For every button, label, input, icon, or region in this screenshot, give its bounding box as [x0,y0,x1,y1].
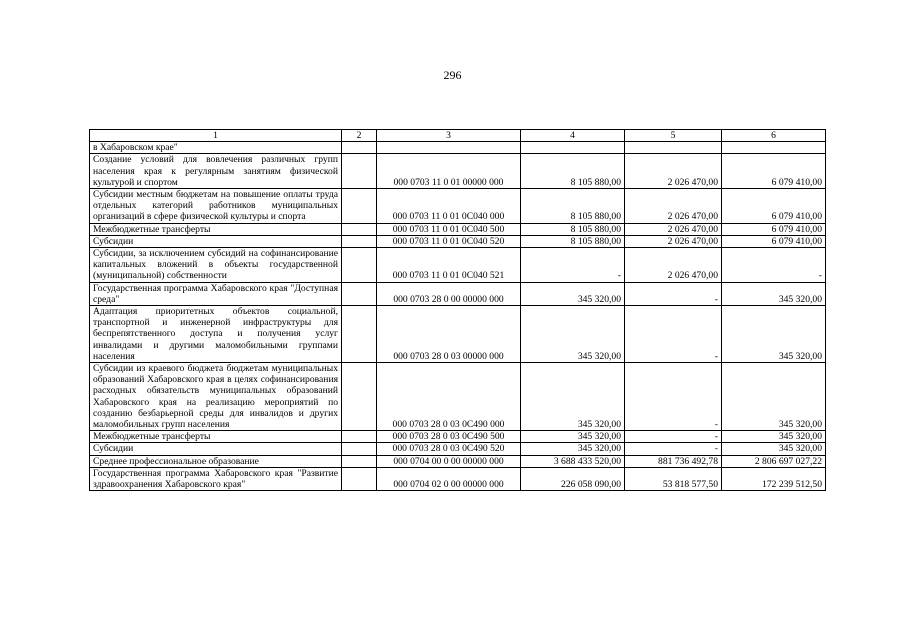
row-col2-cell [342,363,377,431]
row-value-4-cell: 8 105 880,00 [521,154,625,189]
row-value-4-cell: 8 105 880,00 [521,235,625,247]
row-name-cell: в Хабаровском крае" [90,142,342,154]
row-value-4-cell: 345 320,00 [521,443,625,455]
table-row [90,282,826,305]
table-row [90,306,826,363]
row-value-5-cell: 2 026 470,00 [625,223,722,235]
row-value-4-cell: 345 320,00 [521,282,625,305]
row-value-6-cell: 345 320,00 [722,282,826,305]
row-name-cell: Субсидии [90,235,342,247]
row-col2-cell [342,235,377,247]
row-col2-cell [342,467,377,490]
header-row [90,130,826,142]
budget-table [89,129,826,491]
row-value-6-cell: 345 320,00 [722,306,826,363]
row-col2-cell [342,443,377,455]
row-value-5-cell [625,142,722,154]
row-code-cell: 000 0703 28 0 03 0С490 500 [377,431,521,443]
table-row [90,443,826,455]
row-code-cell: 000 0703 28 0 03 00000 000 [377,306,521,363]
row-value-5-cell: 2 026 470,00 [625,154,722,189]
row-value-5-cell: - [625,282,722,305]
row-code-cell: 000 0703 28 0 00 00000 000 [377,282,521,305]
row-name-cell: Государственная программа Хабаровского края "Развитие здравоохранения Хабаровского края" [90,467,342,490]
page-number: 296 [443,68,462,82]
table-row [90,248,826,283]
row-name-cell: Создание условий для вовлечения различных групп населения края к регулярным занятиям физической культурой и спортом [90,154,342,189]
row-value-5-cell: - [625,363,722,431]
column-header: 5 [625,130,722,142]
row-name-cell: Межбюджетные трансферты [90,431,342,443]
row-value-6-cell: - [722,248,826,283]
column-header: 4 [521,130,625,142]
column-header: 1 [90,130,342,142]
row-code-cell: 000 0703 11 0 01 0С040 000 [377,189,521,224]
row-value-5-cell: 881 736 492,78 [625,455,722,467]
column-header: 6 [722,130,826,142]
row-value-6-cell: 6 079 410,00 [722,189,826,224]
row-code-cell: 000 0703 11 0 01 0С040 500 [377,223,521,235]
row-code-cell: 000 0704 02 0 00 00000 000 [377,467,521,490]
row-col2-cell [342,248,377,283]
row-value-5-cell: - [625,431,722,443]
table-row [90,467,826,490]
row-value-6-cell: 172 239 512,50 [722,467,826,490]
row-col2-cell [342,142,377,154]
row-value-6-cell: 345 320,00 [722,431,826,443]
row-name-cell: Среднее профессиональное образование [90,455,342,467]
row-value-4-cell: 8 105 880,00 [521,189,625,224]
row-value-6-cell: 6 079 410,00 [722,223,826,235]
row-value-6-cell [722,142,826,154]
row-col2-cell [342,154,377,189]
table-row [90,363,826,431]
row-value-6-cell: 6 079 410,00 [722,235,826,247]
row-name-cell: Государственная программа Хабаровского края "Доступная среда" [90,282,342,305]
row-value-4-cell [521,142,625,154]
row-col2-cell [342,189,377,224]
row-value-4-cell: 3 688 433 520,00 [521,455,625,467]
row-name-cell: Адаптация приоритетных объектов социальной, транспортной и инженерной инфраструктуры для беспрепятственного доступа и получения услуг инвалидами и другими маломобильными группами населения [90,306,342,363]
row-value-6-cell: 345 320,00 [722,363,826,431]
row-value-5-cell: - [625,443,722,455]
column-header: 3 [377,130,521,142]
row-code-cell: 000 0703 11 0 01 0С040 520 [377,235,521,247]
row-col2-cell [342,282,377,305]
row-col2-cell [342,455,377,467]
row-value-6-cell: 6 079 410,00 [722,154,826,189]
row-value-4-cell: 345 320,00 [521,431,625,443]
row-code-cell: 000 0703 28 0 03 0С490 520 [377,443,521,455]
row-col2-cell [342,306,377,363]
table-row [90,455,826,467]
row-value-6-cell: 345 320,00 [722,443,826,455]
row-name-cell: Субсидии [90,443,342,455]
row-value-5-cell: 2 026 470,00 [625,248,722,283]
row-value-5-cell: 2 026 470,00 [625,235,722,247]
row-value-4-cell: 8 105 880,00 [521,223,625,235]
row-name-cell: Межбюджетные трансферты [90,223,342,235]
table-row [90,142,826,154]
row-name-cell: Субсидии из краевого бюджета бюджетам муниципальных образований Хабаровского края в целях софинансирования расходных обязательств муниципальных образований Хабаровского края на реализацию мероприятий по созданию безбарьерной среды для инвалидов и других маломобильных групп населения [90,363,342,431]
row-code-cell: 000 0704 00 0 00 00000 000 [377,455,521,467]
row-value-4-cell: 226 058 090,00 [521,467,625,490]
row-col2-cell [342,223,377,235]
row-name-cell: Субсидии местным бюджетам на повышение оплаты труда отдельных категорий работников муниципальных организаций в сфере физической культуры и спорта [90,189,342,224]
row-value-5-cell: 2 026 470,00 [625,189,722,224]
row-name-cell: Субсидии, за исключением субсидий на софинансирование капитальных вложений в объекты государственной (муниципальной) собственности [90,248,342,283]
row-code-cell: 000 0703 11 0 01 0С040 521 [377,248,521,283]
table-row [90,189,826,224]
table-row [90,154,826,189]
table-row [90,235,826,247]
row-value-4-cell: 345 320,00 [521,306,625,363]
row-col2-cell [342,431,377,443]
row-code-cell: 000 0703 28 0 03 0С490 000 [377,363,521,431]
row-code-cell [377,142,521,154]
row-value-5-cell: 53 818 577,50 [625,467,722,490]
table-row [90,431,826,443]
row-value-5-cell: - [625,306,722,363]
row-value-4-cell: 345 320,00 [521,363,625,431]
row-value-4-cell: - [521,248,625,283]
table-row [90,223,826,235]
row-value-6-cell: 2 806 697 027,22 [722,455,826,467]
column-header: 2 [342,130,377,142]
row-code-cell: 000 0703 11 0 01 00000 000 [377,154,521,189]
